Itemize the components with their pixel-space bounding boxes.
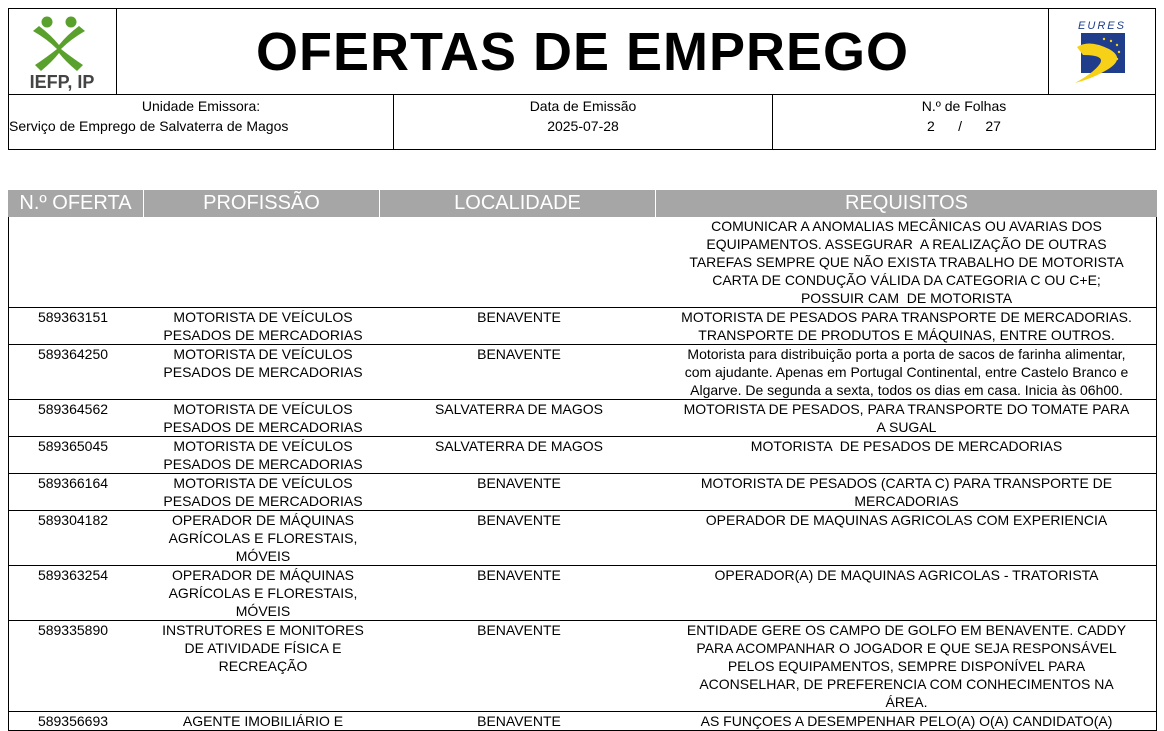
table-row	[8, 511, 1157, 566]
column-header-offer-number: N.º OFERTA	[8, 190, 144, 217]
location	[381, 217, 657, 307]
requirements-line: ÁREA.	[885, 694, 928, 710]
table-row	[8, 308, 1157, 345]
requirements-line: MOTORISTA DE PESADOS DE MERCADORIAS	[750, 438, 1063, 454]
profession	[145, 621, 381, 711]
requirements-line: MERCADORIAS	[854, 493, 959, 509]
issuing-unit-value: Serviço de Emprego de Salvaterra de Magos	[9, 118, 289, 134]
profession	[145, 400, 381, 436]
table-row	[8, 566, 1157, 621]
requirements-line: A SUGAL	[876, 419, 937, 435]
profession-line: OPERADOR DE MÁQUINAS	[171, 512, 355, 528]
profession	[145, 474, 381, 510]
requirements-line: ENTIDADE GERE OS CAMPO DE GOLFO EM BENAVENTE. CADDY	[686, 622, 1127, 638]
requirements	[657, 400, 1156, 436]
offer-number: 589363254	[37, 567, 109, 583]
sheet-count-cell	[773, 95, 1155, 149]
requirements-line: AS FUNÇOES A DESEMPENHAR PELO(A) O(A) CANDIDATO(A)	[700, 713, 1113, 729]
profession-line: MOTORISTA DE VEÍCULOS	[173, 346, 353, 362]
profession-line: DE ATIVIDADE FÍSICA E	[184, 640, 342, 656]
requirements-line: EQUIPAMENTOS. ASSEGURAR A REALIZAÇÃO DE OUTRAS	[706, 236, 1107, 252]
offer-number: 589356693	[37, 713, 109, 729]
issuing-unit-cell	[9, 95, 394, 149]
table-row	[8, 217, 1157, 308]
issue-date-cell	[394, 95, 773, 149]
eures-logo	[1048, 8, 1156, 95]
table-row	[8, 712, 1157, 731]
eures-logo-mark	[1049, 9, 1155, 94]
profession-line: AGRÍCOLAS E FLORESTAIS,	[168, 585, 358, 601]
profession-line: PESADOS DE MERCADORIAS	[163, 493, 363, 509]
profession-line: PESADOS DE MERCADORIAS	[163, 456, 363, 472]
requirements	[657, 217, 1156, 307]
requirements-line: ACONSELHAR, DE PREFERENCIA COM CONHECIMENTOS NA	[699, 676, 1114, 692]
issue-date-label: Data de Emissão	[529, 98, 637, 114]
table-row	[8, 437, 1157, 474]
location: BENAVENTE	[477, 713, 561, 729]
profession-line: MOTORISTA DE VEÍCULOS	[173, 475, 353, 491]
profession-line: RECREAÇÃO	[218, 658, 308, 674]
column-header-profession: PROFISSÃO	[144, 190, 380, 217]
info-row	[8, 94, 1156, 150]
offer-number: 589365045	[37, 438, 109, 454]
requirements	[657, 345, 1156, 399]
iefp-logo	[8, 8, 117, 95]
location: BENAVENTE	[477, 346, 561, 362]
requirements-line: Motorista para distribuição porta a porta de sacos de farinha alimentar,	[687, 346, 1126, 362]
issuing-unit-label: Unidade Emissora:	[141, 98, 261, 114]
requirements-line: POSSUIR CAM DE MOTORISTA	[800, 290, 1013, 306]
profession	[145, 511, 381, 565]
profession-line: MÓVEIS	[235, 603, 291, 619]
profession	[145, 712, 381, 730]
offer-number: 589335890	[37, 622, 109, 638]
page-title: OFERTAS DE EMPREGO	[255, 21, 910, 82]
requirements-line: OPERADOR DE MAQUINAS AGRICOLAS COM EXPERIENCIA	[705, 512, 1108, 528]
requirements-line: com ajudante. Apenas em Portugal Continental, entre Castelo Branco e	[684, 364, 1129, 380]
column-header-requirements: REQUISITOS	[656, 190, 1157, 217]
profession	[145, 345, 381, 399]
profession-line: INSTRUTORES E MONITORES	[162, 622, 364, 638]
iefp-logo-text: IEFP, IP	[29, 72, 95, 92]
location: SALVATERRA DE MAGOS	[434, 401, 604, 417]
profession	[145, 566, 381, 620]
requirements-line: Algarve. De segunda a sexta, todos os dias em casa. Inicia às 06h00.	[690, 382, 1123, 398]
requirements	[657, 712, 1156, 730]
profession-line: AGRÍCOLAS E FLORESTAIS,	[168, 530, 358, 546]
requirements-line: OPERADOR(A) DE MAQUINAS AGRICOLAS - TRATORISTA	[714, 567, 1099, 583]
location: BENAVENTE	[477, 622, 561, 638]
profession-line: PESADOS DE MERCADORIAS	[163, 364, 363, 380]
profession	[145, 308, 381, 344]
table-row	[8, 474, 1157, 511]
requirements-line: PELOS EQUIPAMENTOS, SEMPRE DISPONÍVEL PARA	[727, 658, 1086, 674]
requirements	[657, 566, 1156, 620]
profession-line: PESADOS DE MERCADORIAS	[163, 419, 363, 435]
offer-number: 589364562	[37, 401, 109, 417]
offers-table	[8, 217, 1157, 731]
requirements-line: PARA ACOMPANHAR O JOGADOR E QUE SEJA RESPONSÁVEL	[696, 640, 1117, 656]
offer-number: 589304182	[37, 512, 109, 528]
iefp-logo-mark	[9, 9, 116, 94]
profession-line: PESADOS DE MERCADORIAS	[163, 327, 363, 343]
offer-number: 589366164	[37, 475, 109, 491]
column-header-location: LOCALIDADE	[380, 190, 656, 217]
profession	[145, 437, 381, 473]
table-row	[8, 621, 1157, 712]
table-header	[8, 190, 1157, 217]
requirements	[657, 621, 1156, 711]
offer-number: 589364250	[37, 346, 109, 362]
requirements	[657, 511, 1156, 565]
table-row	[8, 345, 1157, 400]
requirements	[657, 308, 1156, 344]
requirements-line: MOTORISTA DE PESADOS PARA TRANSPORTE DE MERCADORIAS.	[681, 309, 1132, 325]
offer-number: 589363151	[37, 309, 109, 325]
profession-line: MÓVEIS	[235, 548, 291, 564]
location: BENAVENTE	[477, 567, 561, 583]
location: BENAVENTE	[477, 309, 561, 325]
profession-line: OPERADOR DE MÁQUINAS	[171, 567, 355, 583]
table-row	[8, 400, 1157, 437]
requirements-line: TAREFAS SEMPRE QUE NÃO EXISTA TRABALHO DE MOTORISTA	[689, 254, 1124, 270]
profession-line: MOTORISTA DE VEÍCULOS	[173, 401, 353, 417]
offer-number	[9, 217, 145, 307]
location: SALVATERRA DE MAGOS	[434, 438, 604, 454]
requirements-line: CARTA DE CONDUÇÃO VÁLIDA DA CATEGORIA C OU C+E;	[712, 272, 1101, 288]
requirements-line: TRANSPORTE DE PRODUTOS E MÁQUINAS, ENTRE OUTROS.	[698, 327, 1115, 343]
requirements	[657, 437, 1156, 473]
title-box	[116, 8, 1049, 95]
location: BENAVENTE	[477, 475, 561, 491]
issue-date-value: 2025-07-28	[547, 118, 619, 134]
profession-line: MOTORISTA DE VEÍCULOS	[173, 438, 353, 454]
location: BENAVENTE	[477, 512, 561, 528]
sheet-count-label: N.º de Folhas	[921, 98, 1007, 114]
requirements	[657, 474, 1156, 510]
profession	[145, 217, 381, 307]
sheet-count-value: 2 / 27	[927, 118, 1001, 134]
requirements-line: MOTORISTA DE PESADOS (CARTA C) PARA TRANSPORTE DE	[700, 475, 1113, 491]
requirements-line: COMUNICAR A ANOMALIAS MECÂNICAS OU AVARIAS DOS	[711, 218, 1102, 234]
eures-logo-text: EURES	[1078, 20, 1126, 32]
requirements-line: MOTORISTA DE PESADOS, PARA TRANSPORTE DO TOMATE PARA	[683, 401, 1130, 417]
profession-line: AGENTE IMOBILIÁRIO E	[182, 713, 344, 729]
profession-line: MOTORISTA DE VEÍCULOS	[173, 309, 353, 325]
